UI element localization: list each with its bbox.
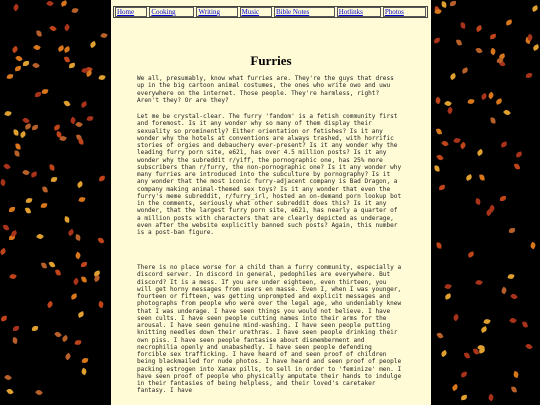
- autumn-leaf-icon: [452, 314, 460, 322]
- autumn-leaf-icon: [35, 389, 43, 397]
- autumn-leaf-icon: [33, 44, 41, 52]
- autumn-leaf-icon: [501, 141, 508, 147]
- autumn-leaf-icon: [513, 371, 520, 378]
- nav-link-writing[interactable]: Writing: [196, 7, 237, 17]
- autumn-leaf-icon: [475, 198, 481, 205]
- autumn-leaf-icon: [25, 207, 31, 214]
- autumn-leaf-icon: [531, 5, 539, 12]
- autumn-leaf-icon: [93, 275, 101, 282]
- autumn-leaf-icon: [444, 283, 451, 290]
- nav-link-bible-notes[interactable]: Bible Notes: [274, 7, 335, 17]
- autumn-leaf-icon: [53, 124, 60, 130]
- autumn-leaf-icon: [490, 34, 496, 40]
- autumn-leaf-icon: [67, 229, 75, 237]
- autumn-leaf-icon: [434, 165, 439, 171]
- autumn-leaf-icon: [9, 273, 17, 280]
- autumn-leaf-icon: [436, 242, 441, 248]
- autumn-leaf-icon: [444, 100, 452, 107]
- autumn-leaf-icon: [453, 137, 460, 144]
- autumn-leaf-icon: [514, 163, 520, 170]
- autumn-leaf-icon: [479, 174, 485, 180]
- autumn-leaf-icon: [444, 293, 451, 300]
- autumn-leaf-icon: [80, 368, 87, 376]
- autumn-leaf-icon: [60, 0, 67, 7]
- autumn-leaf-icon: [507, 273, 514, 279]
- autumn-leaf-icon: [14, 150, 19, 156]
- autumn-leaf-icon: [3, 224, 10, 231]
- autumn-leaf-icon: [75, 234, 81, 241]
- autumn-leaf-icon: [510, 293, 518, 301]
- autumn-leaf-icon: [464, 352, 471, 359]
- autumn-leaf-icon: [89, 41, 97, 48]
- nav-link-hotlinks[interactable]: Hotlinks: [337, 7, 381, 17]
- autumn-leaf-icon: [42, 186, 48, 192]
- autumn-leaf-icon: [495, 98, 502, 105]
- autumn-leaf-icon: [59, 135, 67, 142]
- autumn-leaf-icon: [49, 261, 56, 268]
- autumn-leaf-icon: [78, 138, 83, 144]
- autumn-leaf-icon: [74, 252, 81, 260]
- autumn-leaf-icon: [6, 388, 14, 396]
- content-page: [111, 0, 431, 405]
- autumn-leaf-icon: [451, 384, 459, 392]
- autumn-leaf-icon: [441, 140, 449, 148]
- autumn-leaf-icon: [1, 315, 8, 321]
- autumn-leaf-icon: [509, 317, 517, 325]
- autumn-leaf-icon: [532, 44, 539, 51]
- nav-link-cooking[interactable]: Cooking: [149, 7, 194, 17]
- autumn-leaf-icon: [15, 66, 21, 72]
- autumn-leaf-icon: [63, 100, 70, 108]
- autumn-leaf-icon: [76, 181, 84, 189]
- autumn-leaf-icon: [480, 326, 488, 333]
- autumn-leaf-icon: [19, 131, 27, 139]
- autumn-leaf-icon: [77, 311, 84, 318]
- autumn-leaf-icon: [98, 74, 105, 81]
- autumn-leaf-icon: [15, 55, 23, 63]
- nav-link-photos[interactable]: Photos: [383, 7, 426, 17]
- autumn-leaf-icon: [97, 301, 104, 309]
- autumn-leaf-icon: [61, 335, 69, 343]
- autumn-leaf-icon: [522, 321, 528, 328]
- autumn-leaf-icon: [487, 92, 495, 100]
- autumn-leaf-icon: [475, 47, 482, 55]
- autumn-leaf-icon: [41, 203, 48, 209]
- autumn-leaf-icon: [529, 242, 536, 250]
- autumn-leaf-icon: [461, 395, 468, 401]
- autumn-leaf-icon: [483, 318, 490, 325]
- autumn-leaf-icon: [434, 8, 441, 15]
- autumn-leaf-icon: [515, 151, 522, 157]
- autumn-leaf-icon: [12, 4, 20, 12]
- autumn-leaf-icon: [434, 97, 441, 105]
- autumn-leaf-icon: [13, 326, 19, 331]
- autumn-leaf-icon: [10, 230, 18, 237]
- autumn-leaf-icon: [503, 109, 511, 117]
- autumn-leaf-icon: [23, 61, 29, 66]
- autumn-leaf-icon: [64, 56, 70, 63]
- autumn-leaf-icon: [49, 164, 54, 170]
- autumn-leaf-icon: [51, 177, 57, 183]
- autumn-leaf-icon: [81, 262, 87, 267]
- autumn-leaf-icon: [441, 1, 447, 8]
- autumn-leaf-icon: [3, 163, 11, 171]
- autumn-leaf-icon: [506, 19, 513, 25]
- autumn-leaf-icon: [456, 39, 462, 46]
- autumn-leaf-icon: [97, 237, 104, 245]
- autumn-leaf-icon: [9, 207, 15, 212]
- autumn-leaf-icon: [487, 394, 494, 402]
- autumn-leaf-icon: [4, 110, 11, 117]
- autumn-leaf-icon: [69, 63, 75, 69]
- autumn-leaf-icon: [72, 278, 80, 286]
- article-paragraph: Let me be crystal-clear. The furry 'fandom' is a fetish community first and foremost. Is it any wonder why so many of them display their sexuality so prominently? Either orientation or fetishes? Is it any wonder why the hotels at conventions are always trashed, with horrific stories of orgies and debauchery ever-present? Is it any wonder why the leading furry porn site, e621, has over 4.5 million posts? Is it any wonder why the subreddit r/yiff, the pornographic one, has 25% more subscribers than r/furry, the non-pornographic one? Is it any wonder why many furries are introduced into the subculture by pornography? Is it any wonder that the most iconic furry-adjacent company is Bad Dragon, a company making animal-themed sex toys? Is it any wonder that even the furry's meme subreddit, r/furry_irl, hosted an on-demand porn lookup bot in the comments, seriously what other subreddit does this? Is it any wonder, that the largest furry porn site, e621, has nearly a quarter of a million posts with characters that are clearly depicted as underage, even after the website explicitly banned such posts? Again, this number is a post-ban figure.: [137, 113, 402, 236]
- autumn-leaf-icon: [7, 74, 14, 80]
- autumn-leaf-icon: [12, 337, 19, 344]
- autumn-leaf-icon: [446, 107, 454, 115]
- autumn-leaf-icon: [99, 176, 106, 182]
- autumn-leaf-icon: [475, 279, 483, 286]
- autumn-leaf-icon: [475, 25, 483, 32]
- autumn-leaf-icon: [35, 92, 41, 97]
- autumn-leaf-icon: [64, 353, 72, 361]
- autumn-leaf-icon: [450, 1, 456, 6]
- autumn-leaf-icon: [489, 48, 496, 56]
- autumn-leaf-icon: [511, 386, 517, 393]
- nav-link-home[interactable]: Home: [115, 7, 147, 17]
- autumn-leaf-icon: [467, 98, 474, 105]
- autumn-leaf-icon: [491, 118, 496, 124]
- autumn-leaf-icon: [509, 228, 515, 234]
- autumn-leaf-icon: [0, 179, 7, 187]
- autumn-leaf-icon: [13, 129, 18, 135]
- autumn-leaf-icon: [459, 142, 467, 150]
- autumn-leaf-icon: [75, 339, 82, 345]
- autumn-leaf-icon: [22, 169, 30, 177]
- autumn-leaf-icon: [81, 276, 87, 283]
- autumn-leaf-icon: [526, 73, 533, 79]
- autumn-leaf-icon: [467, 251, 474, 258]
- autumn-leaf-icon: [32, 125, 38, 131]
- autumn-leaf-icon: [46, 0, 54, 7]
- autumn-leaf-icon: [461, 371, 468, 377]
- autumn-leaf-icon: [80, 101, 88, 108]
- autumn-leaf-icon: [30, 171, 37, 177]
- autumn-leaf-icon: [436, 128, 442, 135]
- autumn-leaf-icon: [36, 233, 44, 240]
- autumn-leaf-icon: [476, 149, 484, 157]
- autumn-leaf-icon: [436, 332, 443, 340]
- autumn-leaf-icon: [465, 174, 472, 181]
- autumn-leaf-icon: [71, 7, 78, 13]
- autumn-leaf-icon: [49, 25, 57, 33]
- autumn-leaf-icon: [87, 115, 94, 121]
- autumn-leaf-icon: [480, 93, 488, 101]
- autumn-leaf-icon: [26, 198, 33, 204]
- autumn-leaf-icon: [54, 331, 62, 339]
- nav-bar: [113, 6, 428, 18]
- autumn-leaf-icon: [82, 358, 89, 364]
- autumn-leaf-icon: [64, 216, 70, 223]
- autumn-leaf-icon: [0, 248, 7, 256]
- autumn-leaf-icon: [461, 67, 468, 74]
- autumn-leaf-icon: [78, 196, 85, 202]
- autumn-leaf-icon: [500, 287, 508, 295]
- autumn-leaf-icon: [460, 22, 466, 29]
- autumn-leaf-icon: [70, 293, 77, 299]
- article-paragraph: There is no place worse for a child than a furry community, especially a discord server. In discord in general, pedophiles are everywhere. But discord? It is a mess. If you are under eighteen, even thirteen, you will get horny messages from users en masse. Even I, when I was younger, fourteen or fifteen, was getting unprompted and explicit messages and photographs from people who were over the legal age, who undeniably knew that I was underage. I have seen things you would not believe. I have seen cults. I have seen people cutting names into their arms for the arousal. I have seen genuine mind-washing. I have seen people putting knitting needles down their urethras. I have seen people drinking their own piss. I have seen people fantasise about dismemberment and necrophilia openly and unabashedly. I have seen people defending forcible sex trafficking. I have heard of and seen proof of children being blackmailed for nude photos. I have heard and seen proof of people packing estrogen into Xanax pills, to sell in order to 'feminize' men. I have seen proof of people who physically amputate their hands to indulge in their fantasies of being helpless, and their loved's caretaker fantasy. I have: [137, 264, 402, 395]
- autumn-leaf-icon: [500, 196, 506, 201]
- autumn-leaf-icon: [46, 301, 54, 309]
- autumn-leaf-icon: [434, 38, 441, 44]
- autumn-leaf-icon: [24, 123, 31, 130]
- autumn-leaf-icon: [63, 24, 71, 32]
- autumn-leaf-icon: [55, 269, 61, 276]
- autumn-leaf-icon: [63, 46, 71, 53]
- autumn-leaf-icon: [100, 32, 108, 39]
- autumn-leaf-icon: [36, 30, 42, 36]
- article-paragraph: We all, presumably, know what furries are. They're the guys that dress up in the big cartoon animal costumes, the ones who write owo and uwu everywhere on the internet. Those people. They're harmless, right? Aren't they? Or are they?: [137, 75, 394, 104]
- autumn-leaf-icon: [41, 262, 47, 269]
- page-title: Furries: [250, 53, 292, 68]
- autumn-leaf-icon: [75, 121, 83, 129]
- autumn-leaf-icon: [42, 88, 49, 94]
- autumn-leaf-icon: [439, 185, 446, 191]
- nav-link-music[interactable]: Music: [240, 7, 272, 17]
- autumn-leaf-icon: [11, 46, 19, 54]
- autumn-leaf-icon: [436, 154, 444, 162]
- autumn-leaf-icon: [440, 350, 448, 357]
- autumn-leaf-icon: [525, 343, 533, 351]
- autumn-leaf-icon: [449, 73, 457, 80]
- autumn-leaf-icon: [4, 374, 12, 382]
- autumn-leaf-icon: [15, 143, 20, 149]
- autumn-leaf-icon: [32, 62, 40, 70]
- autumn-leaf-icon: [32, 326, 38, 332]
